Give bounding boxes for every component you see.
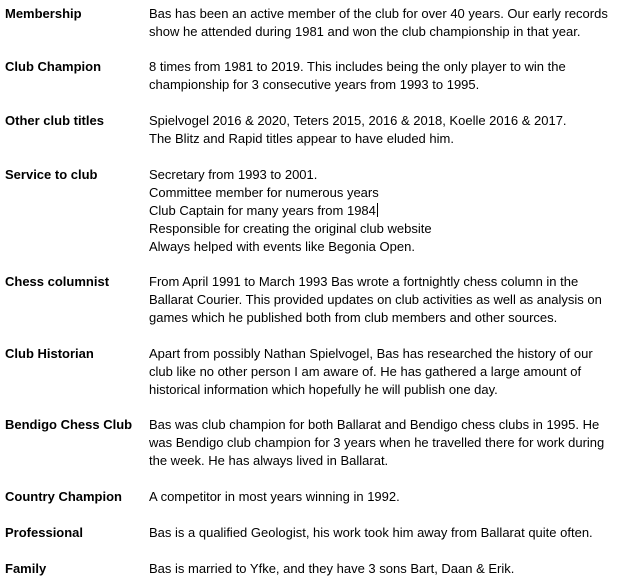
content-line: show he attended during 1981 and won the club championship in that year. (149, 24, 581, 39)
row-label: Family (5, 561, 47, 576)
row-content (149, 488, 630, 506)
content-line: A competitor in most years winning in 1992. (149, 489, 400, 504)
text-cursor (377, 203, 378, 217)
row-label: Country Champion (5, 489, 122, 504)
row-label: Other club titles (5, 113, 104, 128)
content-line: Responsible for creating the original club website (149, 221, 432, 236)
row-content (149, 5, 630, 41)
row-content (149, 58, 630, 94)
row-content (149, 273, 630, 327)
content-line: The Blitz and Rapid titles appear to have eluded him. (149, 131, 454, 146)
row-content (149, 345, 630, 399)
content-line: From April 1991 to March 1993 Bas wrote a fortnightly chess column in the (149, 274, 579, 289)
row-label: Professional (5, 525, 84, 540)
content-line: games which he published both from club members and other sources. (149, 310, 558, 325)
row-content (149, 112, 630, 148)
row-label: Club Historian (5, 346, 94, 361)
content-line: 8 times from 1981 to 2019. This includes being the only player to win the (149, 59, 566, 74)
row-label: Chess columnist (5, 274, 110, 289)
content-line: club like no other person I am aware of. He has gathered a large amount of (149, 364, 582, 379)
content-line: Ballarat Courier. This provided updates on club activities as well as analysis on (149, 292, 602, 307)
content-line: the week. He has always lived in Ballarat. (149, 453, 389, 468)
content-line: Bas was club champion for both Ballarat and Bendigo chess clubs in 1995. He (149, 417, 600, 432)
content-line: championship for 3 consecutive years from 1993 to 1995. (149, 77, 480, 92)
content-line: was Bendigo club champion for 3 years when he travelled there for work during (149, 435, 605, 450)
row-content (149, 524, 630, 542)
row-content (149, 416, 630, 470)
row-content (149, 166, 630, 256)
content-line: Committee member for numerous years (149, 185, 379, 200)
row-label: Club Champion (5, 59, 102, 74)
content-line-text: Club Captain for many years from 1984 (149, 203, 376, 218)
content-line: Bas is married to Yfke, and they have 3 sons Bart, Daan & Erik. (149, 561, 515, 576)
content-line-with-caret[interactable] (149, 202, 630, 220)
content-line: Bas is a qualified Geologist, his work took him away from Ballarat quite often. (149, 525, 593, 540)
row-label: Membership (5, 6, 82, 21)
content-line: Spielvogel 2016 & 2020, Teters 2015, 2016 & 2018, Koelle 2016 & 2017. (149, 113, 567, 128)
row-label: Service to club (5, 167, 98, 182)
content-line: Apart from possibly Nathan Spielvogel, Bas has researched the history of our (149, 346, 593, 361)
content-line: Secretary from 1993 to 2001. (149, 167, 318, 182)
row-label: Bendigo Chess Club (5, 417, 133, 432)
content-line: Bas has been an active member of the club for over 40 years. Our early records (149, 6, 608, 21)
row-content (149, 560, 630, 578)
content-line: Always helped with events like Begonia Open. (149, 239, 415, 254)
content-line: historical information which hopefully he will publish one day. (149, 382, 498, 397)
